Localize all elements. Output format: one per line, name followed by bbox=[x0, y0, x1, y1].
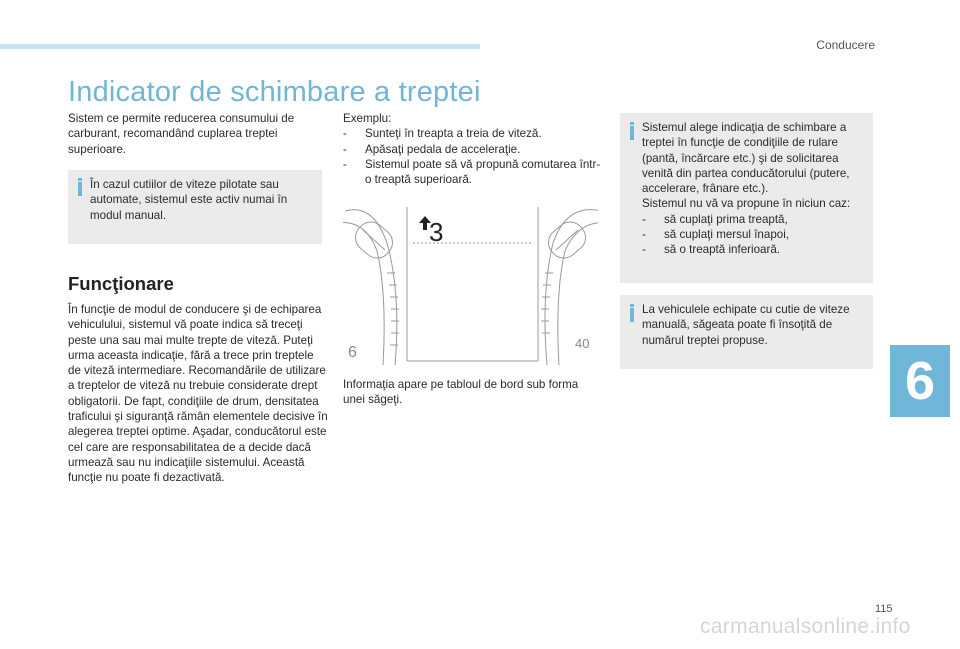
list-item: - să cuplaţi mersul înapoi, bbox=[642, 228, 790, 242]
info-marker-icon bbox=[630, 304, 634, 322]
header-bar bbox=[0, 44, 480, 49]
page-number: 115 bbox=[875, 603, 893, 615]
list-item: - să cuplaţi prima treaptă, bbox=[642, 212, 788, 226]
illustration-caption: Informaţia apare pe tabloul de bord sub forma unei săgeţi. bbox=[343, 378, 579, 407]
left-dial-ticks bbox=[387, 273, 399, 345]
page-title: Indicator de schimbare a treptei bbox=[68, 76, 481, 108]
note-system-text: Sistemul alege indicaţia de schimbare a treptei în funcţie de condiţiile de rulare (pantă, încărcare etc.) şi de solicitarea venită din partea conducătorului (putere, accelerare, frânare etc.). bbox=[642, 121, 850, 196]
right-dial-number: 40 bbox=[575, 336, 590, 351]
note-automatic bbox=[68, 170, 322, 244]
example-block bbox=[343, 111, 603, 187]
intro-text: Sistem ce permite reducerea consumului de carburant, recomandând cuplarea treptei superioare. bbox=[68, 112, 295, 156]
dashboard-illustration bbox=[343, 203, 598, 365]
watermark: carmanualsonline.info bbox=[700, 615, 911, 638]
section-name: Conducere bbox=[816, 38, 875, 52]
note-system bbox=[620, 113, 873, 283]
body-text: În funcţie de modul de conducere şi de echiparea vehiculului, sistemul vă poate indica să treceţi peste una sau mai multe trepte de viteză. Puteţi urma aceasta indicaţie, fără a trece prin treptele de viteză intermediare. Recomandările de utilizare a treptelor de viteză nu trebuie considerate drept obligatorii. De fapt, condiţiile de drum, densitatea traficului şi siguranţă rămân elementele decisive în alegerea treptei optime. Aşadar, conducătorul este cel care are responsabilitatea de a decide dacă urmează sau nu indicaţiile sistemului. Această funcţie nu poate fi dezactivată. bbox=[68, 303, 328, 485]
note-manual bbox=[620, 295, 873, 369]
gear-number: 3 bbox=[429, 217, 444, 247]
note-automatic-text: În cazul cutiilor de viteze pilotate sau automate, sistemul este activ numai în modul manual. bbox=[90, 178, 288, 222]
list-item: - să o treaptă inferioară. bbox=[642, 243, 781, 257]
list-item: - Sunteţi în treapta a treia de viteză. bbox=[343, 127, 542, 141]
example-label: Exemplu: bbox=[343, 112, 392, 125]
note-manual-text: La vehiculele echipate cu cutie de viteze manuală, săgeata poate fi însoţită de numărul treptei propuse. bbox=[642, 303, 850, 347]
list-item: - Apăsaţi pedala de acceleraţie. bbox=[343, 142, 521, 156]
chapter-tab: 6 bbox=[890, 345, 950, 417]
info-marker-icon bbox=[78, 178, 82, 196]
note-system-lead: Sistemul nu vă va propune în niciun caz: bbox=[642, 197, 851, 211]
left-dial-number: 6 bbox=[348, 344, 357, 361]
info-marker-icon bbox=[630, 122, 634, 140]
section-heading: Funcţionare bbox=[68, 273, 174, 294]
list-item: - Sistemul poate să vă propună comutarea într-o treaptă superioară. bbox=[343, 157, 601, 187]
